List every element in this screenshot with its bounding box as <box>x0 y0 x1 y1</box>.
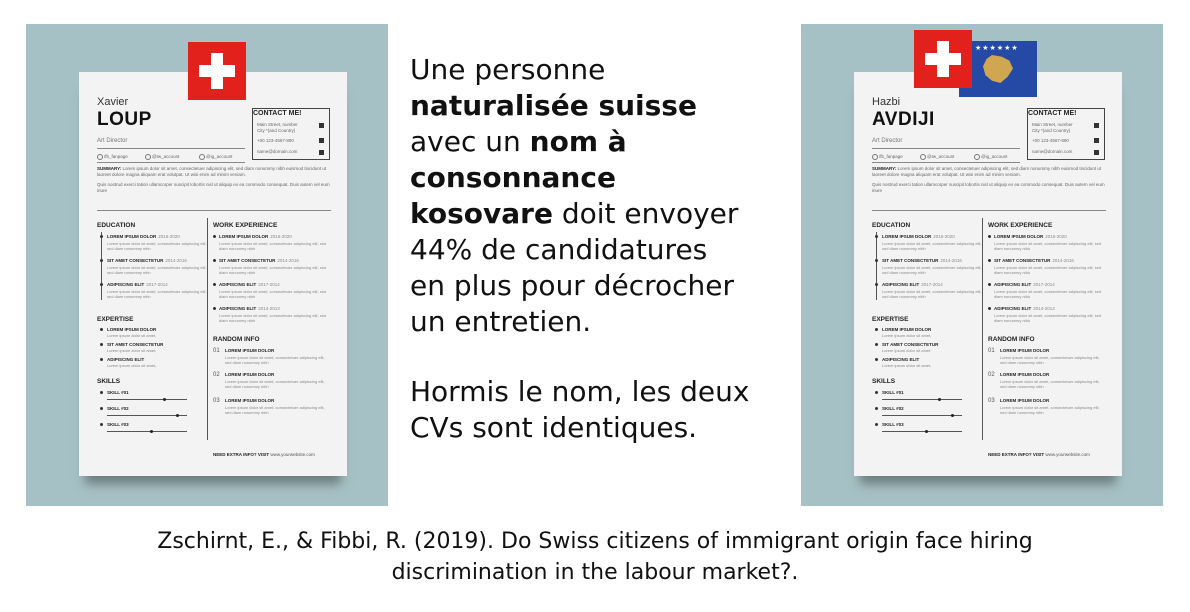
swiss-flag-icon <box>188 42 246 100</box>
section-skills: SKILLS <box>872 378 896 385</box>
edu-desc: Lorem ipsum dolor sit amet, consectetuer adipiscing elit, sed diam nonummy nibh <box>882 241 982 251</box>
skill-label: SKILL #03 <box>882 422 904 427</box>
social-fb: /fb_fanpage <box>97 154 128 160</box>
edu-item: LOREM IPSUM DOLOR 2015-2020 <box>107 234 180 239</box>
cv-footer: NEED EXTRA INFO? VISIT www.yourwebsite.com <box>213 452 315 457</box>
column-divider <box>207 218 208 440</box>
bullet-dot <box>213 235 216 238</box>
section-skills: SKILLS <box>97 378 121 385</box>
work-item: LOREM IPSUM DOLOR 2015-2020 <box>994 234 1067 239</box>
skill-level-marker <box>925 430 928 433</box>
work-desc: Lorem ipsum dolor sit amet, consectetuer adipiscing elit, sed diam nonummy nibh <box>219 241 327 251</box>
main-line: Une personne <box>410 53 606 86</box>
contact-email: name@domain.com <box>257 149 298 154</box>
cv-first-name: Xavier <box>97 96 129 108</box>
phone-icon <box>319 138 324 143</box>
random-item: LOREM IPSUM DOLOR <box>1000 348 1050 353</box>
expertise-desc: Lorem ipsum dolor sit amet, <box>107 333 157 338</box>
contact-address: Main Street, number <box>1032 122 1073 127</box>
bullet-dot <box>875 423 878 426</box>
left-cv-panel <box>26 24 388 506</box>
cv-last-name: AVDIJI <box>872 109 935 130</box>
bullet-dot <box>100 423 103 426</box>
random-num: 02 <box>213 372 220 378</box>
random-desc: Lorem ipsum dolor sit amet, consectetuer adipiscing elit, sed diam nonummy nibh <box>225 379 325 389</box>
skill-label: SKILL #03 <box>107 422 129 427</box>
edu-desc: Lorem ipsum dolor sit amet, consectetuer adipiscing elit, sed diam nonummy nibh <box>107 241 207 251</box>
main-line: en plus pour décrocher <box>410 269 735 302</box>
contact-city: City *(and Country) <box>257 128 296 133</box>
home-icon <box>319 123 324 128</box>
bullet-dot <box>875 358 878 361</box>
expertise-item: ADIPISCING ELIT <box>882 357 920 362</box>
skill-level-marker <box>150 430 153 433</box>
skill-bar <box>107 399 187 400</box>
home-icon <box>1094 123 1099 128</box>
section-expertise: EXPERTISE <box>97 316 134 323</box>
left-cv-document <box>79 72 347 476</box>
main-line: Hormis le nom, les deux <box>410 375 750 408</box>
section-expertise: EXPERTISE <box>872 316 909 323</box>
bullet-dot <box>875 328 878 331</box>
social-ig: @ig_account <box>199 154 232 160</box>
social-ig: @ig_account <box>974 154 1007 160</box>
work-desc: Lorem ipsum dolor sit amet, consectetuer adipiscing elit, sed diam nonummy nibh <box>219 289 327 299</box>
social-tw: @tw_account <box>145 154 179 160</box>
skill-label: SKILL #01 <box>882 390 904 395</box>
main-statement <box>410 52 800 446</box>
work-item: ADIPISCING ELIT 2014-2013 <box>994 306 1055 311</box>
swiss-flag-icon <box>914 30 972 88</box>
bullet-dot <box>100 407 103 410</box>
expertise-item: LOREM IPSUM DOLOR <box>107 327 157 332</box>
cv-role: Art Director <box>97 138 128 144</box>
bullet-dot <box>100 343 103 346</box>
work-item: SIT AMET CONSECTETUR 2014-2016 <box>219 258 299 263</box>
section-education: EDUCATION <box>872 222 911 229</box>
timeline-dot <box>100 259 103 262</box>
skill-level-marker <box>938 398 941 401</box>
skill-label: SKILL #01 <box>107 390 129 395</box>
main-line: avec un nom à <box>410 125 627 158</box>
random-num: 02 <box>988 372 995 378</box>
bullet-dot <box>875 391 878 394</box>
social-fb: /fb_fanpage <box>872 154 903 160</box>
expertise-item: ADIPISCING ELIT <box>107 357 145 362</box>
divider <box>97 148 245 149</box>
timeline-dot <box>875 283 878 286</box>
random-num: 01 <box>213 348 220 354</box>
edu-desc: Lorem ipsum dolor sit amet, consectetuer adipiscing elit, sed diam nonummy nibh <box>107 265 207 275</box>
expertise-item: SIT AMET CONSECTETUR <box>882 342 939 347</box>
edu-item: LOREM IPSUM DOLOR 2015-2020 <box>882 234 955 239</box>
bullet-dot <box>100 328 103 331</box>
cv-summary: SUMMARY: Lorem ipsum dolor sit amet, consectetuer adipiscing elit, sed diam nonummy nibh euismod tincidunt ut laoreet dolore magna aliquam erat volutpat. Ut wisi enim ad minim veniam. Quis nostrud exerci tation ullamcorper suscipit lobortis nisl ut aliquip ex ea commodo consequat. Duis autem vel eum iriure <box>97 166 330 193</box>
main-line: 44% de candidatures <box>410 233 708 266</box>
timeline-line <box>876 232 877 300</box>
bullet-dot <box>875 343 878 346</box>
contact-title: CONTACT ME! <box>253 110 302 117</box>
work-item: ADIPISCING ELIT 2017-2014 <box>994 282 1055 287</box>
cv-summary: SUMMARY: Lorem ipsum dolor sit amet, consectetuer adipiscing elit, sed diam nonummy nibh euismod tincidunt ut laoreet dolore magna aliquam erat volutpat. Ut wisi enim ad minim veniam. Quis nostrud exerci tation ullamcorper suscipit lobortis nisl ut aliquip ex ea commodo consequat. Duis autem vel eum iriure <box>872 166 1105 193</box>
skill-bar <box>882 431 962 432</box>
random-num: 03 <box>988 398 995 404</box>
expertise-desc: Lorem ipsum dolor sit amet, <box>107 348 157 353</box>
skill-bar <box>107 431 187 432</box>
expertise-desc: Lorem ipsum dolor sit amet, <box>882 363 932 368</box>
mail-icon <box>1094 150 1099 155</box>
random-num: 03 <box>213 398 220 404</box>
main-line: consonnance <box>410 161 616 194</box>
kosovo-flag-icon: ★★★★★★ <box>959 41 1037 97</box>
edu-item: SIT AMET CONSECTETUR 2014-2016 <box>107 258 187 263</box>
citation-line: discrimination in the labour market?. <box>391 560 799 585</box>
contact-email: name@domain.com <box>1032 149 1073 154</box>
timeline-dot <box>875 235 878 238</box>
expertise-item: SIT AMET CONSECTETUR <box>107 342 164 347</box>
skill-level-marker <box>176 414 179 417</box>
work-item: ADIPISCING ELIT 2014-2013 <box>219 306 280 311</box>
cv-footer: NEED EXTRA INFO? VISIT www.yourwebsite.com <box>988 452 1090 457</box>
bullet-dot <box>100 358 103 361</box>
edu-desc: Lorem ipsum dolor sit amet, consectetuer adipiscing elit, sed diam nonummy nibh <box>882 289 982 299</box>
main-line: naturalisée suisse <box>410 89 697 122</box>
skill-level-marker <box>951 414 954 417</box>
citation <box>0 526 1190 588</box>
work-desc: Lorem ipsum dolor sit amet, consectetuer adipiscing elit, sed diam nonummy nibh <box>994 241 1102 251</box>
bullet-dot <box>988 259 991 262</box>
section-random: RANDOM INFO <box>988 336 1035 343</box>
phone-icon <box>1094 138 1099 143</box>
edu-desc: Lorem ipsum dolor sit amet, consectetuer adipiscing elit, sed diam nonummy nibh <box>882 265 982 275</box>
edu-item: ADIPISCING ELIT 2017-2014 <box>882 282 943 287</box>
work-desc: Lorem ipsum dolor sit amet, consectetuer adipiscing elit, sed diam nonummy nibh <box>219 265 327 275</box>
timeline-line <box>101 232 102 300</box>
cv-last-name: LOUP <box>97 109 152 130</box>
cv-first-name: Hazbi <box>872 96 901 108</box>
contact-city: City *(and Country) <box>1032 128 1071 133</box>
random-item: LOREM IPSUM DOLOR <box>1000 398 1050 403</box>
main-line: CVs sont identiques. <box>410 411 698 444</box>
section-work: WORK EXPERIENCE <box>213 222 278 229</box>
section-random: RANDOM INFO <box>213 336 260 343</box>
divider <box>872 210 1106 211</box>
contact-phone: +00 123-4567-890 <box>257 138 294 143</box>
work-desc: Lorem ipsum dolor sit amet, consectetuer adipiscing elit, sed diam nonummy nibh <box>994 265 1102 275</box>
work-desc: Lorem ipsum dolor sit amet, consectetuer adipiscing elit, sed diam nonummy nibh <box>219 313 327 323</box>
edu-item: SIT AMET CONSECTETUR 2014-2016 <box>882 258 962 263</box>
right-cv-panel <box>801 24 1163 506</box>
cv-role: Art Director <box>872 138 903 144</box>
bullet-dot <box>213 307 216 310</box>
work-item: SIT AMET CONSECTETUR 2014-2016 <box>994 258 1074 263</box>
random-item: LOREM IPSUM DOLOR <box>225 348 275 353</box>
divider <box>97 162 245 163</box>
skill-level-marker <box>163 398 166 401</box>
bullet-dot <box>988 283 991 286</box>
section-education: EDUCATION <box>97 222 136 229</box>
timeline-dot <box>875 259 878 262</box>
work-item: ADIPISCING ELIT 2017-2014 <box>219 282 280 287</box>
mail-icon <box>319 150 324 155</box>
skill-label: SKILL #02 <box>107 406 129 411</box>
bullet-dot <box>213 259 216 262</box>
divider <box>872 162 1020 163</box>
random-desc: Lorem ipsum dolor sit amet, consectetuer adipiscing elit, sed diam nonummy nibh <box>225 405 325 415</box>
random-desc: Lorem ipsum dolor sit amet, consectetuer adipiscing elit, sed diam nonummy nibh <box>1000 405 1100 415</box>
work-desc: Lorem ipsum dolor sit amet, consectetuer adipiscing elit, sed diam nonummy nibh <box>994 289 1102 299</box>
expertise-desc: Lorem ipsum dolor sit amet, <box>882 333 932 338</box>
citation-line: Zschirnt, E., & Fibbi, R. (2019). Do Swiss citizens of immigrant origin face hiring <box>157 529 1033 554</box>
random-num: 01 <box>988 348 995 354</box>
column-divider <box>982 218 983 440</box>
main-line: kosovare doit envoyer <box>410 197 739 230</box>
bullet-dot <box>100 391 103 394</box>
random-desc: Lorem ipsum dolor sit amet, consectetuer adipiscing elit, sed diam nonummy nibh <box>1000 379 1100 389</box>
random-item: LOREM IPSUM DOLOR <box>1000 372 1050 377</box>
bullet-dot <box>988 307 991 310</box>
timeline-dot <box>100 283 103 286</box>
timeline-dot <box>100 235 103 238</box>
divider <box>97 210 331 211</box>
random-item: LOREM IPSUM DOLOR <box>225 398 275 403</box>
random-desc: Lorem ipsum dolor sit amet, consectetuer adipiscing elit, sed diam nonummy nibh <box>225 355 325 365</box>
contact-title: CONTACT ME! <box>1028 110 1077 117</box>
random-desc: Lorem ipsum dolor sit amet, consectetuer adipiscing elit, sed diam nonummy nibh <box>1000 355 1100 365</box>
bullet-dot <box>875 407 878 410</box>
contact-address: Main Street, number <box>257 122 298 127</box>
skill-label: SKILL #02 <box>882 406 904 411</box>
skill-bar <box>882 399 962 400</box>
social-tw: @tw_account <box>920 154 954 160</box>
work-desc: Lorem ipsum dolor sit amet, consectetuer adipiscing elit, sed diam nonummy nibh <box>994 313 1102 323</box>
contact-phone: +00 123-4567-890 <box>1032 138 1069 143</box>
work-item: LOREM IPSUM DOLOR 2015-2020 <box>219 234 292 239</box>
expertise-desc: Lorem ipsum dolor sit amet, <box>107 363 157 368</box>
random-item: LOREM IPSUM DOLOR <box>225 372 275 377</box>
section-work: WORK EXPERIENCE <box>988 222 1053 229</box>
expertise-item: LOREM IPSUM DOLOR <box>882 327 932 332</box>
bullet-dot <box>988 235 991 238</box>
main-line: un entretien. <box>410 305 592 338</box>
expertise-desc: Lorem ipsum dolor sit amet, <box>882 348 932 353</box>
edu-desc: Lorem ipsum dolor sit amet, consectetuer adipiscing elit, sed diam nonummy nibh <box>107 289 207 299</box>
divider <box>872 148 1020 149</box>
edu-item: ADIPISCING ELIT 2017-2014 <box>107 282 168 287</box>
right-cv-document <box>854 72 1122 476</box>
bullet-dot <box>213 283 216 286</box>
